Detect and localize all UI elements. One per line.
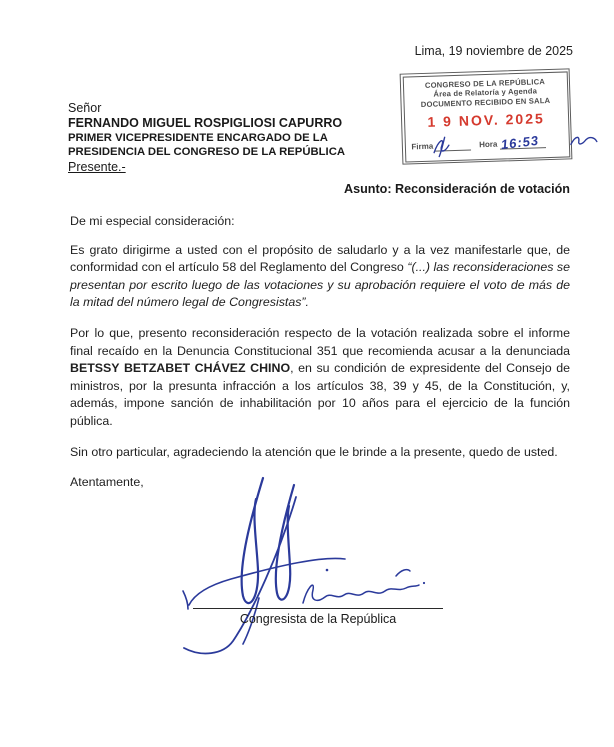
paragraph-1-normal: Es grato dirigirme a usted con el propósito de saludarlo y a la vez manifestarle que, de conformidad con el artículo 58 del Reglamento del Congreso (70, 242, 570, 275)
paragraph-2 (70, 325, 570, 431)
recipient-block (68, 101, 345, 175)
reception-stamp (400, 68, 573, 164)
stamp-entity-line: CONGRESO DE LA REPÚBLICA (424, 76, 546, 90)
reception-stamp-inner (402, 71, 570, 162)
stamp-signature-row (405, 134, 568, 153)
recipient-title-line1: PRIMER VICEPRESIDENTE ENCARGADO DE LA (68, 132, 328, 144)
signer-title: Congresista de la República (239, 612, 397, 626)
closing: Atentamente, (70, 475, 144, 490)
denounced-name: BETSSY BETZABET CHÁVEZ CHINO (70, 361, 291, 376)
signature-rule-line (193, 608, 443, 609)
firma-label: Firma (411, 141, 434, 152)
recipient-salutation: Señor (68, 101, 102, 115)
firma-blank-line (435, 137, 471, 152)
paragraph-2-after: , en su condición de expresidente del Consejo de ministros, por la presunta infracción a los artículos 38, 39 y 45, de la Constitución, y, además, impone sanción de inhabilitación por 10 años para el ejercicio de la función pública. (70, 361, 570, 428)
greeting: De mi especial consideración: (70, 214, 235, 228)
handwritten-signature (172, 472, 477, 660)
date-line: Lima, 19 noviembre de 2025 (414, 44, 573, 58)
firma-handwritten-scribble-icon (431, 135, 456, 158)
stamp-area-line: Área de Relatoría y Agenda (433, 86, 538, 99)
letter-body (70, 213, 570, 505)
hora-blank-line (499, 133, 545, 153)
pen-flourish-icon (568, 131, 599, 150)
stamp-received-line: DOCUMENTO RECIBIDO EN SALA (420, 95, 551, 109)
paragraph-1-quote: “(...) las reconsideraciones se presentan por escrito luego de las votaciones y su aprobación requiere el voto de más de la mitad del número legal de Congresistas”. (70, 260, 570, 310)
recipient-name: FERNANDO MIGUEL ROSPIGLIOSI CAPURRO (68, 116, 343, 130)
hora-label: Hora (479, 139, 498, 150)
paragraph-1 (70, 242, 570, 312)
recipient-presente: Presente.- (68, 159, 126, 174)
paragraph-2-before: Por lo que, presento reconsideración respecto de la votación realizada sobre el informe final recaído en la Denuncia Constitucional 351 que recomienda acusar a la denunciada (70, 325, 570, 358)
hora-handwritten-value: 16:53 (499, 133, 540, 153)
stamp-date: 1 9 NOV. 2025 (427, 110, 545, 131)
recipient-title-line2: PRESIDENCIA DEL CONGRESO DE LA REPÚBLICA (68, 146, 346, 159)
paragraph-3: Sin otro particular, agradeciendo la atención que le brinde a la presente, quedo de usted. (70, 444, 558, 459)
subject-line: Asunto: Reconsideración de votación (343, 182, 570, 196)
